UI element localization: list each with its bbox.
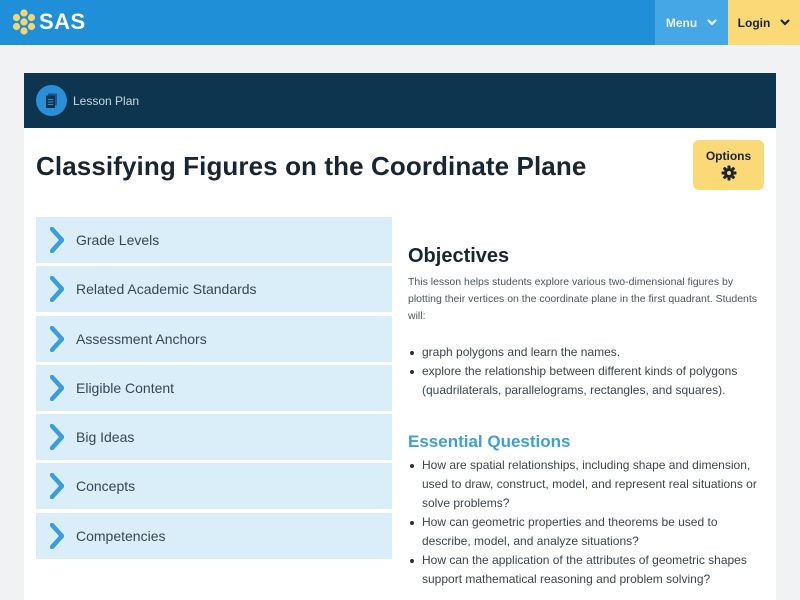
- accordion-label: Grade Levels: [76, 232, 160, 248]
- chevron-right-icon: [50, 227, 64, 253]
- accordion-item-eligible-content[interactable]: [36, 365, 392, 411]
- list-item: How can the application of the attributes of geometric shapes support mathematical reasoning and problem solving?: [408, 551, 768, 589]
- accordion-label: Eligible Content: [76, 379, 175, 396]
- objectives-heading: Objectives: [408, 245, 510, 267]
- chevron-right-icon: [50, 473, 64, 499]
- chevron-down-icon: [707, 19, 717, 26]
- sas-logo[interactable]: [12, 9, 86, 35]
- lesson-content: [408, 245, 768, 589]
- list-item: How can geometric properties and theorems be used to describe, model, and analyze situations?: [408, 513, 768, 551]
- page-title: Classifying Figures on the Coordinate Plane: [36, 151, 587, 181]
- chevron-right-icon: [50, 276, 64, 302]
- list-item: How are spatial relationships, including shape and dimension, used to draw, construct, model, and represent real situations or solve problems?: [408, 456, 768, 513]
- chevron-down-icon: [780, 19, 790, 26]
- accordion-label: Related Academic Standards: [76, 281, 257, 298]
- logo-text: SAS: [39, 9, 86, 34]
- list-item: explore the relationship between different kinds of polygons (quadrilaterals, parallelograms, rectangles, and squares).: [408, 362, 768, 400]
- objectives-intro: This lesson helps students explore various two-dimensional figures by plotting their vertices on the coordinate plane in the first quadrant. Students will:: [408, 276, 758, 322]
- options-label: Options: [705, 149, 752, 163]
- accordion-label: Competencies: [76, 527, 166, 544]
- card-header: [24, 73, 776, 128]
- accordion-item-related-academic-standards[interactable]: [36, 266, 392, 312]
- login-label: Login: [737, 15, 771, 30]
- accordion-label: Concepts: [76, 478, 136, 495]
- section-label: Lesson Plan: [73, 93, 140, 108]
- accordion-item-big-ideas[interactable]: [36, 414, 392, 460]
- accordion-item-grade-levels[interactable]: [36, 217, 392, 263]
- menu-label: Menu: [665, 15, 698, 30]
- objectives-list: [408, 343, 768, 400]
- options-button[interactable]: [693, 140, 764, 190]
- chevron-right-icon: [50, 523, 64, 549]
- login-button[interactable]: [728, 0, 800, 45]
- gear-icon: [721, 165, 737, 181]
- essential-questions-heading: Essential Questions: [408, 432, 571, 451]
- menu-button[interactable]: [655, 0, 728, 45]
- lesson-card: [24, 73, 776, 600]
- accordion-item-concepts[interactable]: [36, 463, 392, 509]
- accordion-label: Big Ideas: [76, 429, 135, 446]
- chevron-right-icon: [50, 326, 64, 352]
- accordion-item-assessment-anchors[interactable]: [36, 316, 392, 362]
- flower-logo-icon: [12, 9, 36, 35]
- essential-questions-list: [408, 456, 768, 589]
- chevron-right-icon: [50, 375, 64, 401]
- list-item: graph polygons and learn the names.: [408, 343, 768, 362]
- accordion-item-competencies[interactable]: [36, 513, 392, 559]
- document-icon: [36, 85, 67, 116]
- chevron-right-icon: [50, 424, 64, 450]
- lesson-accordion: [36, 217, 392, 562]
- accordion-label: Assessment Anchors: [76, 330, 207, 347]
- top-navigation-bar: [0, 0, 800, 45]
